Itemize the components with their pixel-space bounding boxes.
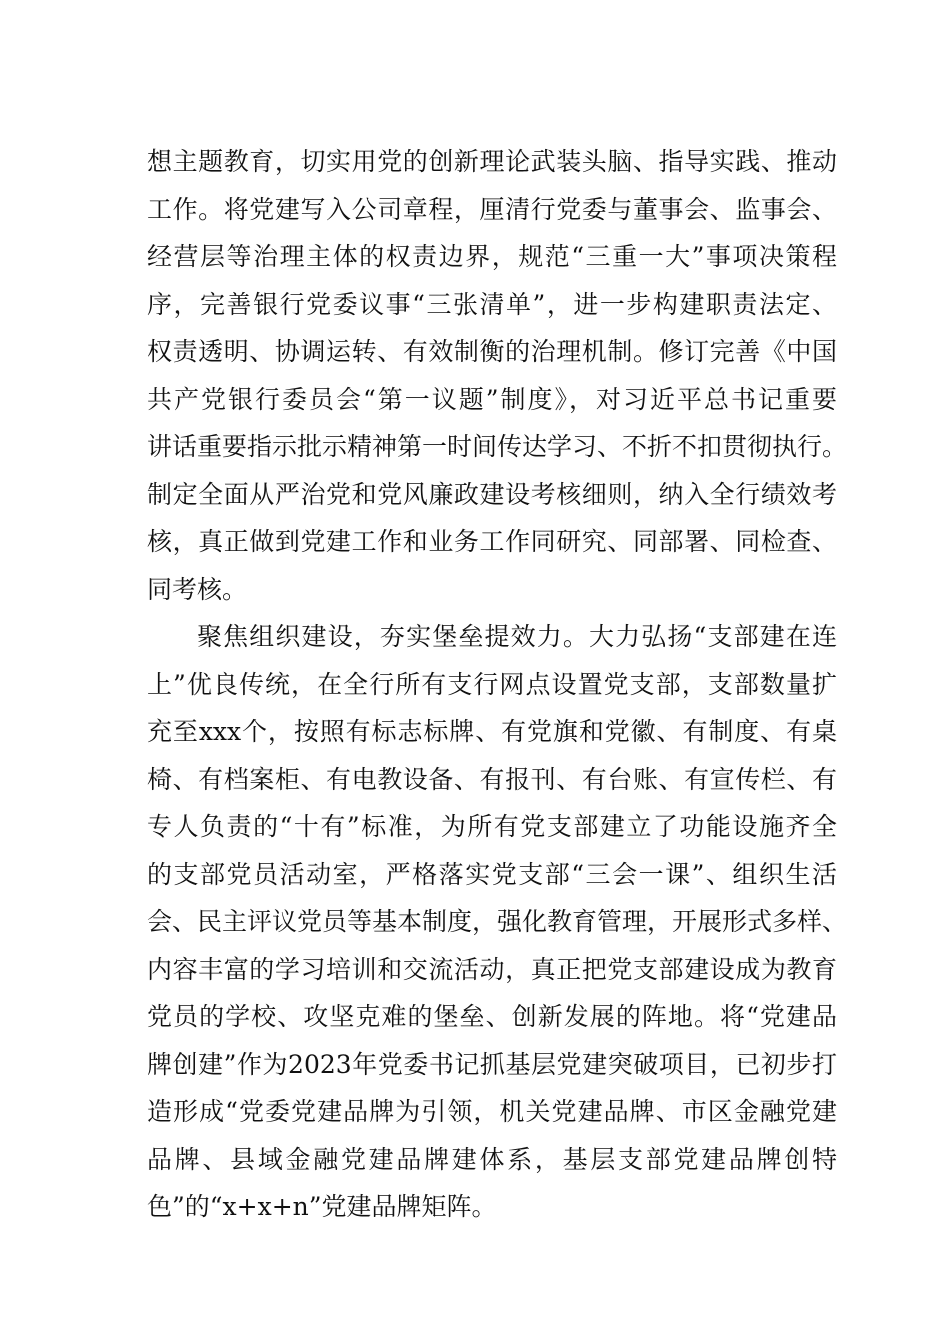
text-line: 核，真正做到党建工作和业务工作同研究、同部署、同检查、	[147, 527, 837, 556]
text-line: 造形成“党委党建品牌为引领，机关党建品牌、市区金融党建	[147, 1097, 837, 1126]
text-line: 制定全面从严治党和党风廉政建设考核细则，纳入全行绩效考	[147, 480, 837, 509]
text-line: 上”优良传统，在全行所有支行网点设置党支部，支部数量扩	[147, 670, 837, 699]
text-line: 会、民主评议党员等基本制度，强化教育管理，开展形式多样、	[147, 907, 848, 936]
text-line: 共产党银行委员会“第一议题”制度》，对习近平总书记重要	[147, 385, 837, 414]
text-line: 品牌、县域金融党建品牌建体系，基层支部党建品牌创特	[147, 1145, 837, 1174]
text-line: 内容丰富的学习培训和交流活动，真正把党支部建设成为教育	[147, 955, 837, 984]
text-line: 同考核。	[147, 575, 248, 604]
text-line: 权责透明、协调运转、有效制衡的治理机制。修订完善《中国	[147, 337, 837, 366]
paragraph-first-line: 聚焦组织建设，夯实堡垒提效力。大力弘扬“支部建在连	[197, 622, 837, 651]
text-line: 色”的“x+x+n”党建品牌矩阵。	[147, 1192, 497, 1221]
text-line: 想主题教育，切实用党的创新理论武装头脑、指导实践、推动	[147, 147, 837, 176]
text-line: 工作。将党建写入公司章程，厘清行党委与董事会、监事会、	[147, 195, 837, 224]
text-line: 序，完善银行党委议事“三张清单”，进一步构建职责法定、	[147, 290, 837, 319]
text-line: 的支部党员活动室，严格落实党支部“三会一课”、组织生活	[147, 860, 837, 889]
text-line: 讲话重要指示批示精神第一时间传达学习、不折不扣贯彻执行。	[147, 432, 848, 461]
text-line: 专人负责的“十有”标准，为所有党支部建立了功能设施齐全	[147, 812, 837, 841]
text-line: 椅、有档案柜、有电教设备、有报刊、有台账、有宣传栏、有	[147, 765, 837, 794]
text-line: 充至xxx个，按照有标志标牌、有党旗和党徽、有制度、有桌	[147, 717, 837, 746]
text-line: 经营层等治理主体的权责边界，规范“三重一大”事项决策程	[147, 242, 837, 271]
text-line: 党员的学校、攻坚克难的堡垒、创新发展的阵地。将“党建品	[147, 1002, 837, 1031]
text-line: 牌创建”作为2023年党委书记抓基层党建突破项目，已初步打	[147, 1050, 837, 1079]
